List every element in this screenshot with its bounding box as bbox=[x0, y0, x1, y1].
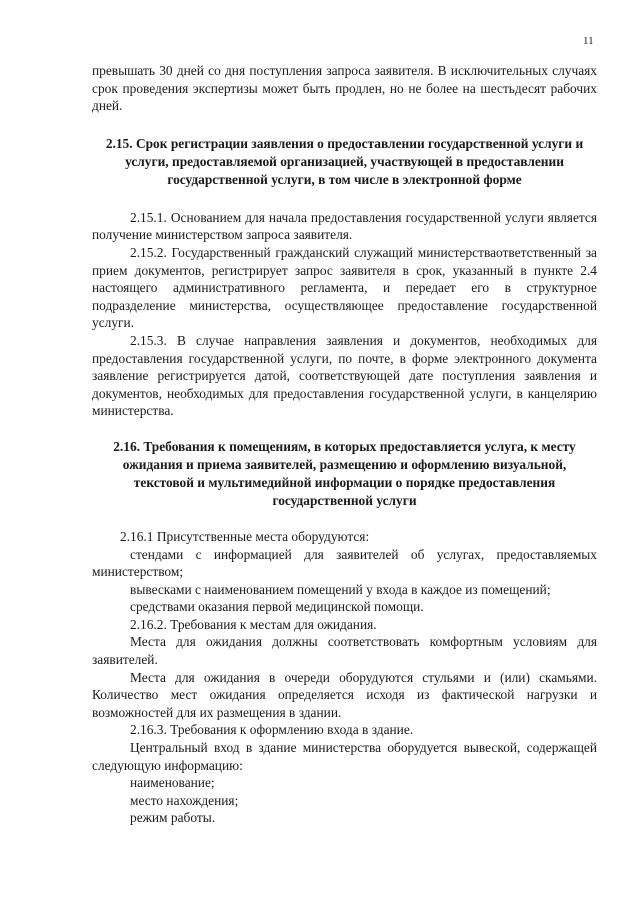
paragraph-waiting-seats: Места для ожидания в очереди оборудуются стульями и (или) скамьями. Количество мест ожидания определяется исходя из фактической нагрузки и возможностей для их размещения в здании. bbox=[92, 669, 597, 720]
paragraph-2-16-2: 2.16.2. Требования к местам для ожидания. bbox=[130, 616, 377, 632]
section-2-15-heading: 2.15. Срок регистрации заявления о предоставлении государственной услуги и услуги, предоставляемой организацией, участвующей в предоставлении государственной услуги, в том числе в электронной форме bbox=[105, 135, 584, 187]
paragraph-signs: вывесками с наименованием помещений у входа в каждое из помещений; bbox=[130, 581, 551, 597]
paragraph-2-15-2: 2.15.2. Государственный гражданский служащий министерстваответственный за прием документов, регистрирует запрос заявителя в срок, указанный в пункте 2.4 настоящего административного регламента, и передает его в структурное подразделение министерства, осуществляющее предоставление государственной услуги. bbox=[92, 244, 597, 331]
paragraph-entrance-sign: Центральный вход в здание министерства оборудуется вывеской, содержащей следующую информацию: bbox=[92, 740, 597, 773]
paragraph-2-15-3: 2.15.3. В случае направления заявления и документов, необходимых для предоставления государственной услуги, по почте, в форме электронного документа заявление регистрируется датой, соответствующей дате поступления заявления и документов, необходимых для предоставления государственной услуги, в канцелярию министерства. bbox=[92, 332, 597, 419]
list-item: наименование; bbox=[130, 775, 215, 791]
paragraph-2-16-3: 2.16.3. Требования к оформлению входа в здание. bbox=[130, 722, 414, 738]
entrance-info-list bbox=[92, 774, 597, 827]
section-2-16-heading: 2.16. Требования к помещениям, в которых предоставляется услуга, к месту ожидания и приема заявителей, размещению и оформлению визуальной, текстовой и мультимедийной информации о порядке предоставления государственной услуги bbox=[113, 438, 576, 508]
paragraph-waiting-comfort: Места для ожидания должны соответствовать комфортным условиям для заявителей. bbox=[92, 634, 597, 668]
page-number: 11 bbox=[583, 35, 594, 47]
list-item: режим работы. bbox=[130, 810, 216, 826]
paragraph-first-aid: средствами оказания первой медицинской помощи. bbox=[130, 599, 424, 615]
paragraph-stands: стендами с информацией для заявителей об услугах, предоставляемых министерством; bbox=[92, 546, 597, 580]
paragraph-2-15-1: 2.15.1. Основанием для начала предоставления государственной услуги является получение министерством запроса заявителя. bbox=[92, 209, 597, 243]
document-body bbox=[92, 62, 597, 827]
paragraph-2-16-1: 2.16.1 Присутственные места оборудуются: bbox=[120, 528, 370, 544]
list-item: место нахождения; bbox=[130, 792, 239, 808]
intro-paragraph: превышать 30 дней со дня поступления запроса заявителя. В исключительных случаях срок проведения экспертизы может быть продлен, но не более на шестьдесят рабочих дней. bbox=[92, 63, 597, 114]
